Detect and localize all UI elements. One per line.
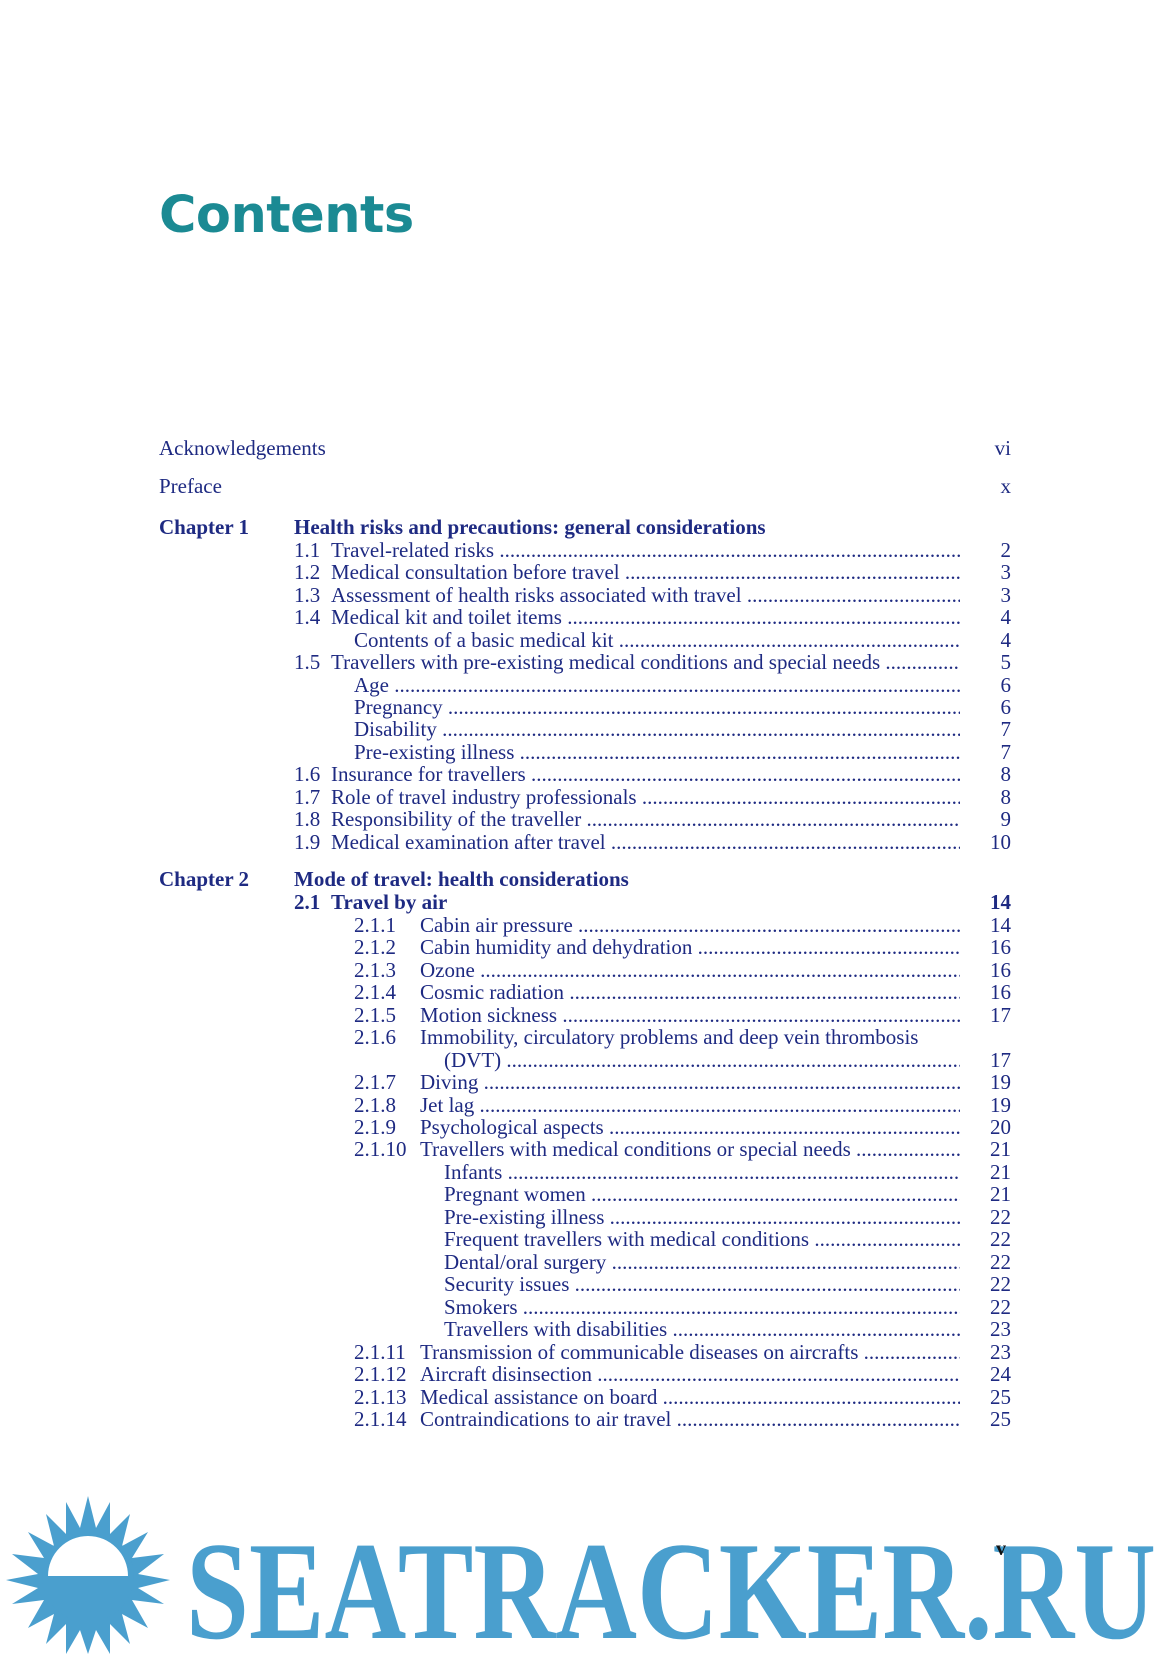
toc-entry-number: 1.5 — [294, 650, 321, 674]
watermark-logo — [0, 1488, 1166, 1654]
toc-entry-text: Pregnancy ..... — [354, 696, 960, 719]
toc-entry-text: Immobility, circulatory problems and deep vein thrombosis — [420, 1026, 919, 1049]
toc-entry[interactable] — [444, 1183, 960, 1206]
toc-entry[interactable] — [294, 763, 960, 786]
toc-entry-text: Cosmic radiation ..... — [420, 981, 960, 1004]
toc-entry-text: Cabin air pressure ..... — [420, 914, 960, 937]
toc-entry-number: 2.1.6 — [354, 1025, 396, 1049]
toc-entry-text: Security issues ..... — [444, 1273, 960, 1296]
toc-entry-page: 4 — [1000, 605, 1011, 629]
toc-entry-text: Travellers with medical conditions or special needs ..... — [420, 1138, 960, 1161]
toc-entry-text: Pre-existing illness ..... — [354, 741, 960, 764]
toc-entry-page: 25 — [990, 1385, 1011, 1409]
toc-entry[interactable] — [444, 1206, 960, 1229]
toc-entry-number: 2.1.7 — [354, 1070, 396, 1094]
toc-entry[interactable] — [444, 1251, 960, 1274]
toc-entry-number: 2.1.9 — [354, 1115, 396, 1139]
toc-entry-page: x — [1000, 474, 1011, 498]
toc-entry-number: 2.1.1 — [354, 913, 396, 937]
toc-entry[interactable] — [354, 1138, 960, 1161]
toc-entry-number: 2.1.5 — [354, 1003, 396, 1027]
toc-entry-number: 2.1.2 — [354, 935, 396, 959]
toc-entry[interactable] — [294, 539, 960, 562]
toc-entry-number: 2.1.13 — [354, 1385, 407, 1409]
toc-entry-number: 1.9 — [294, 830, 321, 854]
toc-entry-page: 6 — [1000, 695, 1011, 719]
toc-entry-number: 1.4 — [294, 605, 321, 629]
toc-entry-text: Role of travel industry professionals ..... — [331, 786, 960, 809]
toc-entry[interactable] — [444, 1228, 960, 1251]
toc-entry-text: Smokers ..... — [444, 1296, 960, 1319]
toc-entry-page: 4 — [1000, 628, 1011, 652]
toc-entry[interactable] — [294, 561, 960, 584]
toc-entry[interactable] — [294, 651, 960, 674]
toc-entry-label: Preface — [159, 474, 222, 498]
toc-entry-page: 8 — [1000, 785, 1011, 809]
toc-entry-preface[interactable] — [159, 474, 1011, 499]
toc-entry-text: Aircraft disinsection ..... — [420, 1363, 960, 1386]
toc-entry[interactable] — [354, 696, 960, 719]
toc-entry-page: 21 — [990, 1160, 1011, 1184]
toc-entry-page: 14 — [990, 913, 1011, 937]
toc-entry-page: 8 — [1000, 762, 1011, 786]
toc-entry[interactable] — [294, 606, 960, 629]
toc-entry-text: Travellers with disabilities ..... — [444, 1318, 960, 1341]
sun-icon — [6, 1496, 170, 1654]
toc-entry-page: 17 — [990, 1003, 1011, 1027]
toc-entry-page: 3 — [1000, 560, 1011, 584]
toc-entry-page: 20 — [990, 1115, 1011, 1139]
toc-entry-text: Ozone ..... — [420, 959, 960, 982]
toc-entry-page: 22 — [990, 1250, 1011, 1274]
toc-entry-text: Contraindications to air travel ..... — [420, 1408, 960, 1431]
toc-entry-page: 22 — [990, 1272, 1011, 1296]
toc-entry-page: 10 — [990, 830, 1011, 854]
toc-entry-text: Disability ..... — [354, 718, 960, 741]
toc-entry-page: 16 — [990, 935, 1011, 959]
toc-entry[interactable] — [354, 741, 960, 764]
toc-entry-text: (DVT) ..... — [444, 1049, 960, 1072]
chapter-1-page — [1000, 516, 1166, 539]
toc-entry[interactable] — [444, 1318, 960, 1341]
toc-entry[interactable] — [294, 808, 960, 831]
toc-entry-number: 1.1 — [294, 538, 321, 562]
toc-entry-text: Infants ..... — [444, 1161, 960, 1184]
toc-entry-number: 2.1.12 — [354, 1362, 407, 1386]
toc-entry-number: 1.8 — [294, 807, 321, 831]
toc-entry[interactable] — [354, 981, 960, 1004]
toc-entry-text: Psychological aspects ..... — [420, 1116, 960, 1139]
toc-entry[interactable] — [354, 629, 960, 652]
toc-entry[interactable] — [354, 1408, 960, 1431]
toc-entry-text: Pre-existing illness ..... — [444, 1206, 960, 1229]
toc-entry[interactable] — [444, 1273, 960, 1296]
toc-entry[interactable] — [354, 1094, 960, 1117]
toc-entry-page: 22 — [990, 1295, 1011, 1319]
toc-entry-number: 2.1.8 — [354, 1093, 396, 1117]
toc-entry-page: 9 — [1000, 807, 1011, 831]
toc-entry-text: Pregnant women ..... — [444, 1183, 960, 1206]
toc-entry[interactable] — [294, 786, 960, 809]
toc-entry[interactable] — [294, 584, 960, 607]
toc-entry-text: Assessment of health risks associated with travel ..... — [331, 584, 960, 607]
toc-entry[interactable] — [354, 718, 960, 741]
toc-entry-text: Jet lag ..... — [420, 1094, 960, 1117]
toc-entry[interactable] — [354, 1026, 960, 1049]
toc-entry[interactable] — [294, 891, 960, 914]
page-number: v — [996, 1538, 1006, 1560]
toc-entry-page: 5 — [1000, 650, 1011, 674]
toc-entry-label: Acknowledgements — [159, 436, 326, 460]
toc-entry[interactable] — [354, 1363, 960, 1386]
toc-entry[interactable] — [354, 914, 960, 937]
toc-entry[interactable] — [354, 1004, 960, 1027]
toc-entry-page: 7 — [1000, 717, 1011, 741]
toc-entry-number: 1.2 — [294, 560, 321, 584]
toc-entry[interactable] — [354, 959, 960, 982]
toc-entry[interactable] — [354, 1341, 960, 1364]
toc-entry-page: 16 — [990, 958, 1011, 982]
toc-entry-page: 19 — [990, 1070, 1011, 1094]
toc-entry-page: 17 — [990, 1048, 1011, 1072]
toc-entry-number: 2.1.4 — [354, 980, 396, 1004]
chapter-2-page — [1000, 868, 1166, 891]
chapter-1-label: Chapter 1 — [159, 515, 250, 539]
toc-entry[interactable] — [354, 936, 960, 959]
watermark-text: SEATRACKER.RU — [186, 1514, 1156, 1654]
toc-entry-text: Medical kit and toilet items ..... — [331, 606, 960, 629]
toc-entry-page: 24 — [990, 1362, 1011, 1386]
toc-entry-text: Cabin humidity and dehydration ..... — [420, 936, 960, 959]
toc-entry[interactable] — [444, 1049, 960, 1072]
toc-entry-page: 23 — [990, 1317, 1011, 1341]
toc-entry[interactable] — [444, 1296, 960, 1319]
page-title: Contents — [159, 186, 414, 245]
toc-entry-page: 16 — [990, 980, 1011, 1004]
toc-entry-text: Medical examination after travel ..... — [331, 831, 960, 854]
toc-entry-text: Transmission of communicable diseases on aircrafts ..... — [420, 1341, 960, 1364]
toc-entry-page: 14 — [990, 890, 1011, 914]
chapter-1-title[interactable]: Health risks and precautions: general considerations — [294, 515, 766, 539]
toc-entry-number: 1.6 — [294, 762, 321, 786]
toc-entry[interactable] — [354, 1386, 960, 1409]
toc-entry-page: vi — [994, 436, 1011, 460]
toc-entry-text: Age ..... — [354, 674, 960, 697]
toc-entry-number: 1.3 — [294, 583, 321, 607]
toc-entry-page: 3 — [1000, 583, 1011, 607]
toc-entry-number: 2.1.3 — [354, 958, 396, 982]
toc-entry-page: 22 — [990, 1205, 1011, 1229]
toc-entry-text: Travel-related risks ..... — [331, 539, 960, 562]
chapter-2-label: Chapter 2 — [159, 867, 250, 891]
toc-entry-text: Motion sickness ..... — [420, 1004, 960, 1027]
toc-entry-text: Medical assistance on board ..... — [420, 1386, 960, 1409]
chapter-2-title[interactable]: Mode of travel: health considerations — [294, 867, 629, 891]
toc-entry-page: 19 — [990, 1093, 1011, 1117]
toc-entry-text: Dental/oral surgery ..... — [444, 1251, 960, 1274]
toc-entry-page: 21 — [990, 1182, 1011, 1206]
toc-entry-page: 23 — [990, 1340, 1011, 1364]
toc-entry-number: 2.1.11 — [354, 1340, 406, 1364]
toc-entry-page: 7 — [1000, 740, 1011, 764]
toc-entry-text: Frequent travellers with medical conditions ..... — [444, 1228, 960, 1251]
toc-entry-text: Responsibility of the traveller ..... — [331, 808, 960, 831]
toc-entry-number: 1.7 — [294, 785, 321, 809]
toc-entry-text: Travellers with pre-existing medical conditions and special needs ..... — [331, 651, 960, 674]
toc-entry-number: 2.1.10 — [354, 1137, 407, 1161]
toc-entry-number: 2.1 — [294, 890, 321, 914]
toc-entry[interactable] — [354, 674, 960, 697]
toc-entry-page: 2 — [1000, 538, 1011, 562]
toc-entry[interactable] — [444, 1161, 960, 1184]
toc-entry-page: 6 — [1000, 673, 1011, 697]
toc-entry-acknowledgements[interactable] — [159, 436, 1011, 461]
toc-entry-page: 22 — [990, 1227, 1011, 1251]
toc-entry-text: Insurance for travellers ..... — [331, 763, 960, 786]
toc-entry-text: Diving ..... — [420, 1071, 960, 1094]
toc-entry[interactable] — [354, 1071, 960, 1094]
toc-entry-page: 21 — [990, 1137, 1011, 1161]
toc-entry-text: Travel by air — [331, 891, 448, 914]
toc-entry-page: 25 — [990, 1407, 1011, 1431]
toc-entry-text: Contents of a basic medical kit ..... — [354, 629, 960, 652]
toc-entry[interactable] — [354, 1116, 960, 1139]
toc-entry[interactable] — [294, 831, 960, 854]
toc-entry-number: 2.1.14 — [354, 1407, 407, 1431]
toc-entry-text: Medical consultation before travel ..... — [331, 561, 960, 584]
